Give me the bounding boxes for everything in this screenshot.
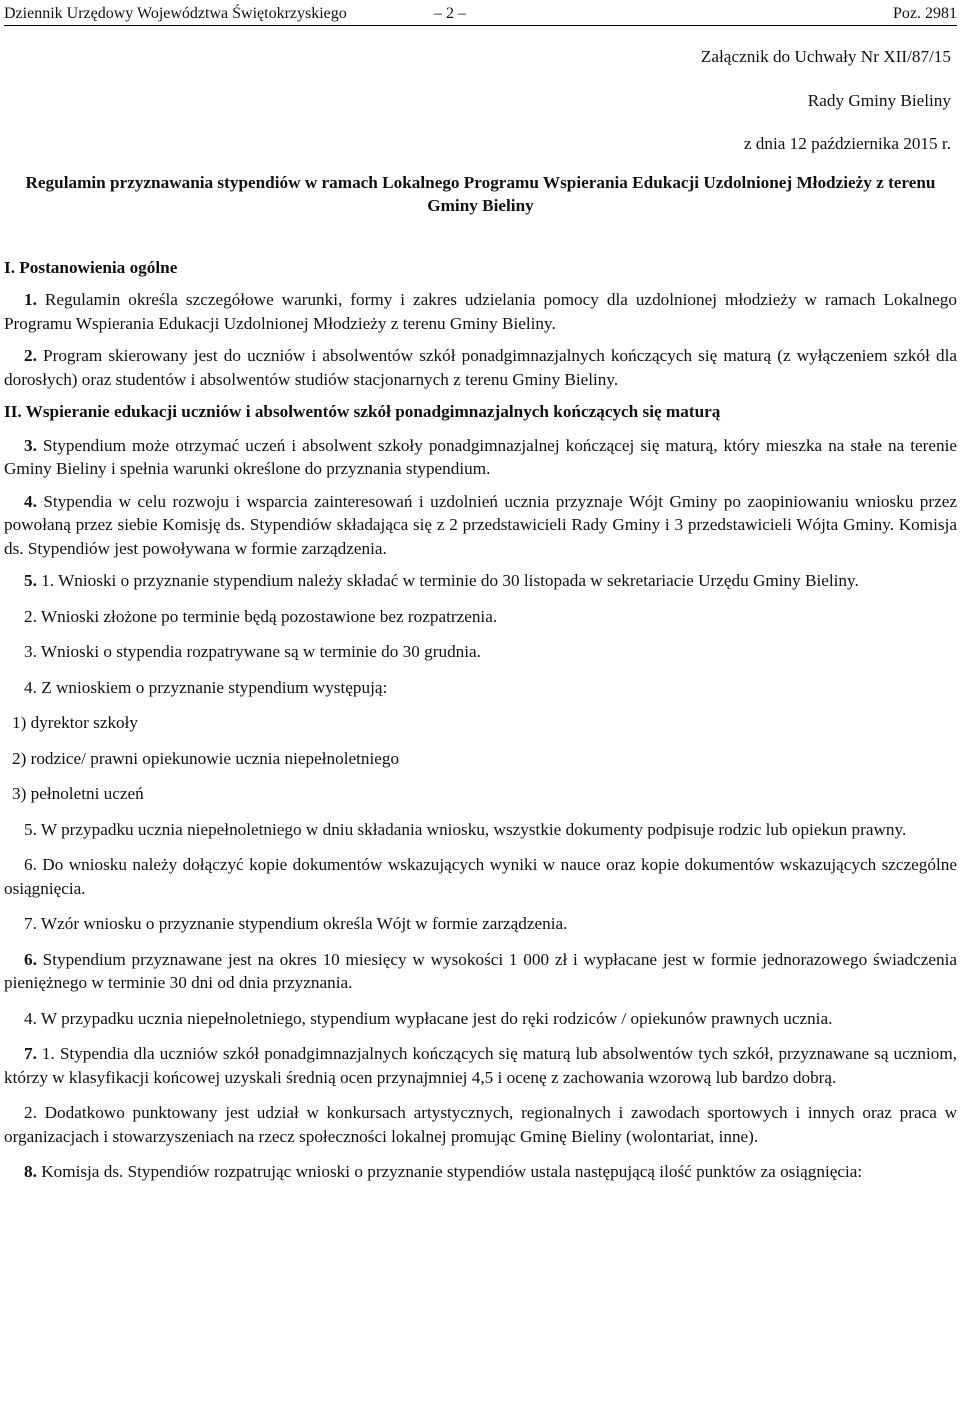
- paragraph-1: [4, 288, 957, 335]
- attachment-line-3: z dnia 12 października 2015 r.: [743, 134, 951, 153]
- paragraph-1-text: Regulamin określa szczegółowe warunki, formy i zakres udzielania pomocy dla uzdolnionej młodzieży w ramach Lokalnego Programu Wspierania Edukacji Uzdolnionej Młodzieży z terenu Gminy Bieliny.: [4, 290, 957, 333]
- paragraph-5-number: 5.: [24, 571, 37, 590]
- section-heading-2: II. Wspieranie edukacji uczniów i absolwentów szkół ponadgimnazjalnych kończących się maturą: [4, 402, 721, 421]
- attachment-note: [4, 45, 957, 156]
- paragraph-5-5: 5. W przypadku ucznia niepełnoletniego w dniu składania wniosku, wszystkie dokumenty podpisuje rodzic lub opiekun prawny.: [24, 819, 907, 839]
- paragraph-3-text: Stypendium może otrzymać uczeń i absolwent szkoły ponadgimnazjalnej kończącej się maturą, który mieszka na stałe na terenie Gminy Bieliny i spełnia warunki określone do przyznania stypendium.: [4, 435, 957, 478]
- paragraph-6-text: Stypendium przyznawane jest na okres 10 miesięcy w wysokości 1 000 zł i wypłacane jest w formie jednorazowego świadczenia pieniężnego w terminie 30 dni od dnia przyznania.: [4, 949, 957, 992]
- paragraph-4: [4, 490, 957, 561]
- paragraph-6-4: 4. W przypadku ucznia niepełnoletniego, stypendium wypłacane jest do ręki rodziców / opiekunów prawnych ucznia.: [24, 1008, 833, 1028]
- document-title: Regulamin przyznawania stypendiów w ramach Lokalnego Programu Wspierania Edukacji Uzdolnionej Młodzieży z terenu Gminy Bieliny: [25, 172, 936, 215]
- paragraph-5-7: 7. Wzór wniosku o przyznanie stypendium określa Wójt w formie zarządzenia.: [24, 914, 568, 933]
- paragraph-5-3: 3. Wnioski o stypendia rozpatrywane są w terminie do 30 grudnia.: [24, 642, 481, 661]
- paragraph-7-1: [4, 1042, 957, 1089]
- paragraph-3: [4, 434, 957, 481]
- attachment-line-2: Rady Gminy Bieliny: [807, 90, 951, 110]
- paragraph-5-2: 2. Wnioski złożone po terminie będą pozostawione bez rozpatrzenia.: [24, 606, 498, 626]
- paragraph-5-1: [4, 569, 957, 593]
- paragraph-2-text: Program skierowany jest do uczniów i absolwentów szkół ponadgimnazjalnych kończących się maturą (z wyłączeniem szkół dla dorosłych) oraz studentów i absolwentów studiów stacjonarnych z terenu Gminy Bieliny.: [4, 346, 957, 389]
- paragraph-8: [4, 1160, 957, 1184]
- page-number: – 2 –: [434, 5, 466, 22]
- list-item-5-4-1: 1) dyrektor szkoły: [12, 713, 139, 732]
- paragraph-7-1-text: 1. Stypendia dla uczniów szkół ponadgimnazjalnych kończących się maturą lub absolwentów tych szkół, przyznawane są uczniom, którzy w klasyfikacji końcowej uzyskali średnią ocen przynajmniej 4,5 i ocenę z zachowania wzorową lub bardzo dobrą.: [4, 1044, 957, 1087]
- document-page: [4, 0, 957, 1184]
- position-number: Poz. 2981: [893, 5, 957, 22]
- paragraph-1-number: 1.: [24, 290, 37, 309]
- paragraph-5-4: 4. Z wnioskiem o przyznanie stypendium występują:: [24, 677, 388, 697]
- paragraph-7-2: 2. Dodatkowo punktowany jest udział w konkursach artystycznych, regionalnych i zawodach sportowych i innych oraz praca w organizacjach i stowarzyszeniach na rzecz społeczności lokalnej promując Gminę Bieliny (wolontariat, inne).: [4, 1103, 957, 1146]
- paragraph-7-number: 7.: [24, 1044, 37, 1063]
- paragraph-4-text: Stypendia w celu rozwoju i wsparcia zainteresowań i uzdolnień ucznia przyznaje Wójt Gminy po zaopiniowaniu wniosku przez powołaną przez siebie Komisję ds. Stypendiów składająca się z 2 przedstawicieli Rady Gminy i 3 przedstawicieli Wójta Gminy. Komisja ds. Stypendiów jest powoływana w formie zarządzenia.: [4, 491, 957, 558]
- paragraph-4-number: 4.: [24, 491, 37, 511]
- paragraph-6-number: 6.: [24, 949, 37, 969]
- paragraph-8-text: Komisja ds. Stypendiów rozpatrując wnioski o przyznanie stypendiów ustala następującą ilość punktów za osiągnięcia:: [36, 1162, 863, 1181]
- list-item-5-4-2: 2) rodzice/ prawni opiekunowie ucznia niepełnoletniego: [12, 748, 400, 768]
- attachment-line-1: Załącznik do Uchwały Nr XII/87/15: [700, 47, 951, 66]
- paragraph-3-number: 3.: [24, 435, 37, 455]
- paragraph-5-6: 6. Do wniosku należy dołączyć kopie dokumentów wskazujących wyniki w nauce oraz kopie dokumentów wskazujących szczególne osiągnięcia.: [4, 855, 957, 898]
- paragraph-6: [4, 948, 957, 995]
- journal-name: Dziennik Urzędowy Województwa Świętokrzyskiego: [4, 5, 347, 22]
- paragraph-2-number: 2.: [24, 346, 37, 365]
- list-item-5-4-3: 3) pełnoletni uczeń: [12, 784, 144, 803]
- paragraph-8-number: 8.: [24, 1162, 37, 1181]
- page-header: [4, 0, 957, 26]
- section-heading-1: I. Postanowienia ogólne: [4, 257, 178, 277]
- paragraph-2: [4, 344, 957, 391]
- paragraph-5-1-text: 1. Wnioski o przyznanie stypendium należy składać w terminie do 30 listopada w sekretariacie Urzędu Gminy Bieliny.: [36, 571, 859, 590]
